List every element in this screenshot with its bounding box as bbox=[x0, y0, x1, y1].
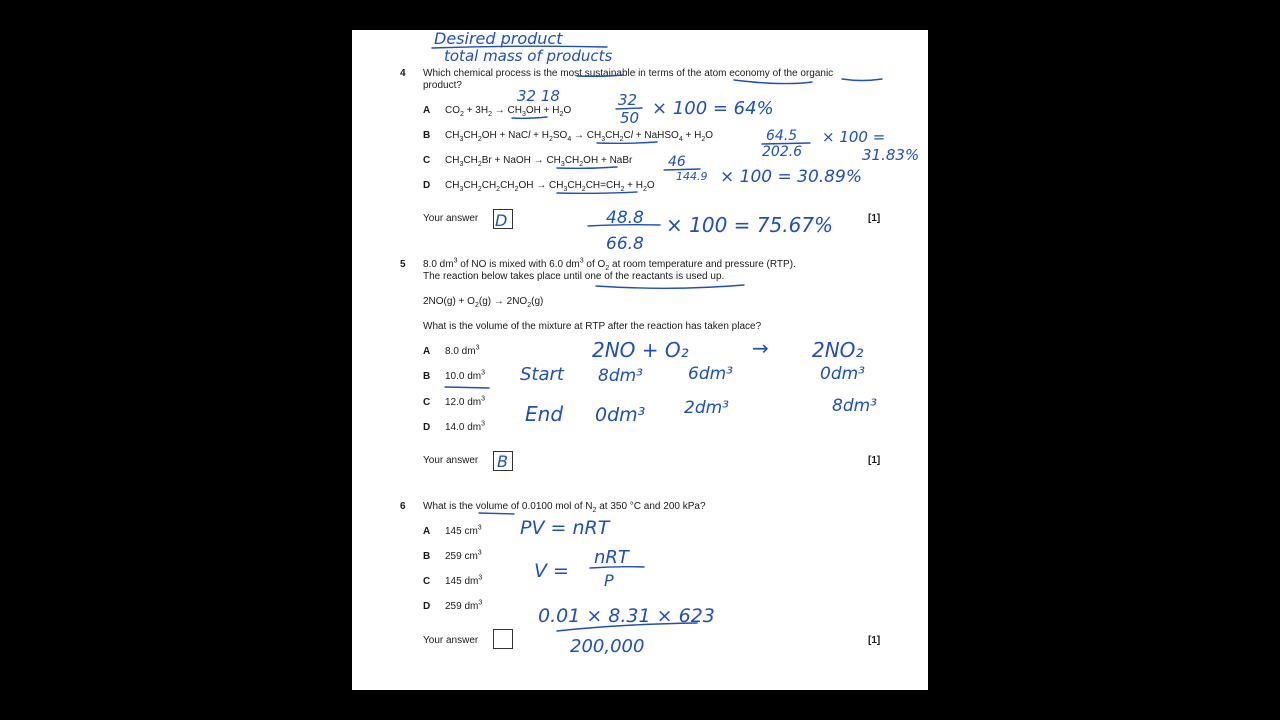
hw-fraction-num: 32 bbox=[618, 91, 638, 109]
option-letter: A bbox=[423, 346, 431, 357]
hw-atom-economy-d: × 100 = 75.67% bbox=[666, 213, 834, 237]
hw-fraction-den: 50 bbox=[620, 109, 640, 127]
mark-value: [1] bbox=[868, 213, 881, 224]
hw-fraction-bar bbox=[557, 623, 697, 631]
hw-fraction-den: 66.8 bbox=[606, 234, 644, 254]
question-stem: product? bbox=[423, 80, 462, 91]
hw-end-o2: 2dm³ bbox=[684, 398, 729, 418]
option-text: 14.0 $dm^3$ bbox=[445, 420, 486, 433]
question-number: 4 bbox=[400, 68, 406, 79]
question-stem: Which chemical process is the most sustainable in terms of the atom economy of the organic bbox=[423, 68, 834, 79]
hw-end-no: 0dm³ bbox=[595, 404, 646, 426]
hw-fraction-bar bbox=[588, 225, 660, 226]
hw-end-no2: 8dm³ bbox=[832, 396, 877, 416]
hw-underline bbox=[432, 46, 607, 48]
option-text: $CH_3CH_2CH_2CH_2OH \to CH_3CH_2CH=CH_2 + H_2O$ bbox=[445, 180, 655, 193]
handwritten-annotations bbox=[352, 30, 928, 690]
mark-value: [1] bbox=[868, 455, 881, 466]
hw-end-label: End bbox=[525, 402, 564, 426]
hw-start-label: Start bbox=[520, 364, 564, 385]
hw-underline bbox=[557, 192, 637, 193]
hw-start-o2: 6dm³ bbox=[688, 364, 733, 384]
hw-underline bbox=[479, 513, 514, 514]
option-text: 145 $cm^3$ bbox=[445, 524, 482, 537]
hw-atom-economy-b: 31.83% bbox=[862, 146, 920, 164]
option-text: $CH_3CH_2Br$ + NaOH → $CH_3CH_2OH$ + NaBr bbox=[445, 155, 633, 168]
hw-atom-economy-c: × 100 = 30.89% bbox=[720, 167, 862, 187]
mark-value: [1] bbox=[868, 635, 881, 646]
hw-start-no2: 0dm³ bbox=[820, 364, 865, 384]
hw-mr-values: 32 18 bbox=[517, 87, 560, 105]
answer-label: Your answer bbox=[423, 635, 479, 646]
option-letter: C bbox=[423, 155, 431, 166]
option-letter: B bbox=[423, 130, 431, 141]
option-letter: D bbox=[423, 601, 431, 612]
hw-atom-economy-a: × 100 = 64% bbox=[652, 98, 774, 119]
option-text: $CO_2 + 3H_2 \to CH_3OH + H_2O$ bbox=[445, 105, 572, 118]
hw-eq-product: 2NO₂ bbox=[812, 338, 864, 362]
hw-fraction-num: 46 bbox=[668, 154, 686, 170]
hw-start-no: 8dm³ bbox=[598, 366, 643, 386]
hw-underline bbox=[445, 387, 489, 388]
hw-underline bbox=[512, 117, 547, 118]
hw-fraction-den: 202.6 bbox=[762, 144, 803, 160]
hw-rearranged-num: nRT bbox=[594, 547, 629, 568]
option-letter: A bbox=[423, 105, 431, 116]
hw-rearranged-den: P bbox=[604, 571, 614, 590]
hw-fraction-bar bbox=[616, 108, 642, 109]
option-text: 10.0 $dm^3$ bbox=[445, 369, 486, 382]
hw-eq-reactants: 2NO + O₂ bbox=[592, 338, 689, 362]
hw-formula-top: Desired product bbox=[434, 30, 563, 48]
hw-eq-arrow: → bbox=[752, 336, 769, 360]
hw-fraction-den: 144.9 bbox=[676, 170, 708, 183]
question-stem: The reaction below takes place until one of the reactants is used up. bbox=[423, 271, 725, 282]
option-text: 8.0 $dm^3$ bbox=[445, 344, 480, 357]
option-text: 145 $dm^3$ bbox=[445, 574, 483, 587]
question-stem: What is the volume of 0.0100 mol of $N_2$ at 350 °C and 200 kPa? bbox=[423, 501, 706, 514]
hw-multiply: × 100 = bbox=[822, 128, 886, 146]
hw-formula-bottom: total mass of products bbox=[444, 47, 613, 65]
hw-ideal-gas-eq: PV = nRT bbox=[520, 517, 610, 539]
answer-box[interactable] bbox=[493, 451, 513, 471]
question-text: What is the volume of the mixture at RTP after the reaction has taken place? bbox=[423, 321, 762, 332]
answer-label: Your answer bbox=[423, 455, 479, 466]
answer-box[interactable] bbox=[493, 209, 513, 229]
exam-page bbox=[352, 30, 928, 690]
hw-underline bbox=[596, 285, 744, 288]
hw-underline bbox=[734, 80, 812, 84]
hw-underline bbox=[842, 79, 882, 81]
question-number: 6 bbox=[400, 501, 406, 512]
hw-answer-q5: B bbox=[497, 452, 508, 471]
option-letter: B bbox=[423, 371, 431, 382]
hw-fraction-num: 48.8 bbox=[606, 208, 644, 228]
answer-box[interactable] bbox=[493, 629, 513, 649]
hw-fraction-bar bbox=[590, 567, 644, 568]
option-letter: C bbox=[423, 397, 431, 408]
option-letter: C bbox=[423, 576, 431, 587]
option-letter: A bbox=[423, 526, 431, 537]
answer-label: Your answer bbox=[423, 213, 479, 224]
question-stem: 8.0 $dm^3$ of NO is mixed with 6.0 $dm^3$ of $O_2$ at room temperature and pressure (RTP). bbox=[423, 257, 796, 272]
hw-substitution-num: 0.01 × 8.31 × 623 bbox=[538, 605, 715, 627]
hw-answer-q4: D bbox=[495, 211, 508, 230]
hw-underline bbox=[557, 167, 617, 168]
hw-substitution-den: 200,000 bbox=[570, 636, 645, 657]
hw-rearranged-lhs: V = bbox=[534, 560, 569, 582]
hw-fraction-num: 64.5 bbox=[766, 128, 798, 144]
reaction-equation: $2NO(g) + O_2(g) \to 2NO_2(g)$ bbox=[423, 296, 544, 309]
hw-underline bbox=[597, 142, 657, 143]
hw-fraction-bar bbox=[762, 143, 810, 144]
option-letter: B bbox=[423, 551, 431, 562]
option-letter: D bbox=[423, 180, 431, 191]
question-number: 5 bbox=[400, 259, 406, 270]
option-text: 259 $dm^3$ bbox=[445, 599, 483, 612]
option-text: $CH_3CH_2OH$ + NaCl + $H_2SO_4 \to CH_3CH_2Cl$ + NaHSO$_4$ + $H_2O$ bbox=[445, 130, 714, 143]
option-letter: D bbox=[423, 422, 431, 433]
hw-fraction-bar bbox=[664, 169, 700, 170]
option-text: 12.0 $dm^3$ bbox=[445, 395, 486, 408]
option-text: 259 $cm^3$ bbox=[445, 549, 482, 562]
